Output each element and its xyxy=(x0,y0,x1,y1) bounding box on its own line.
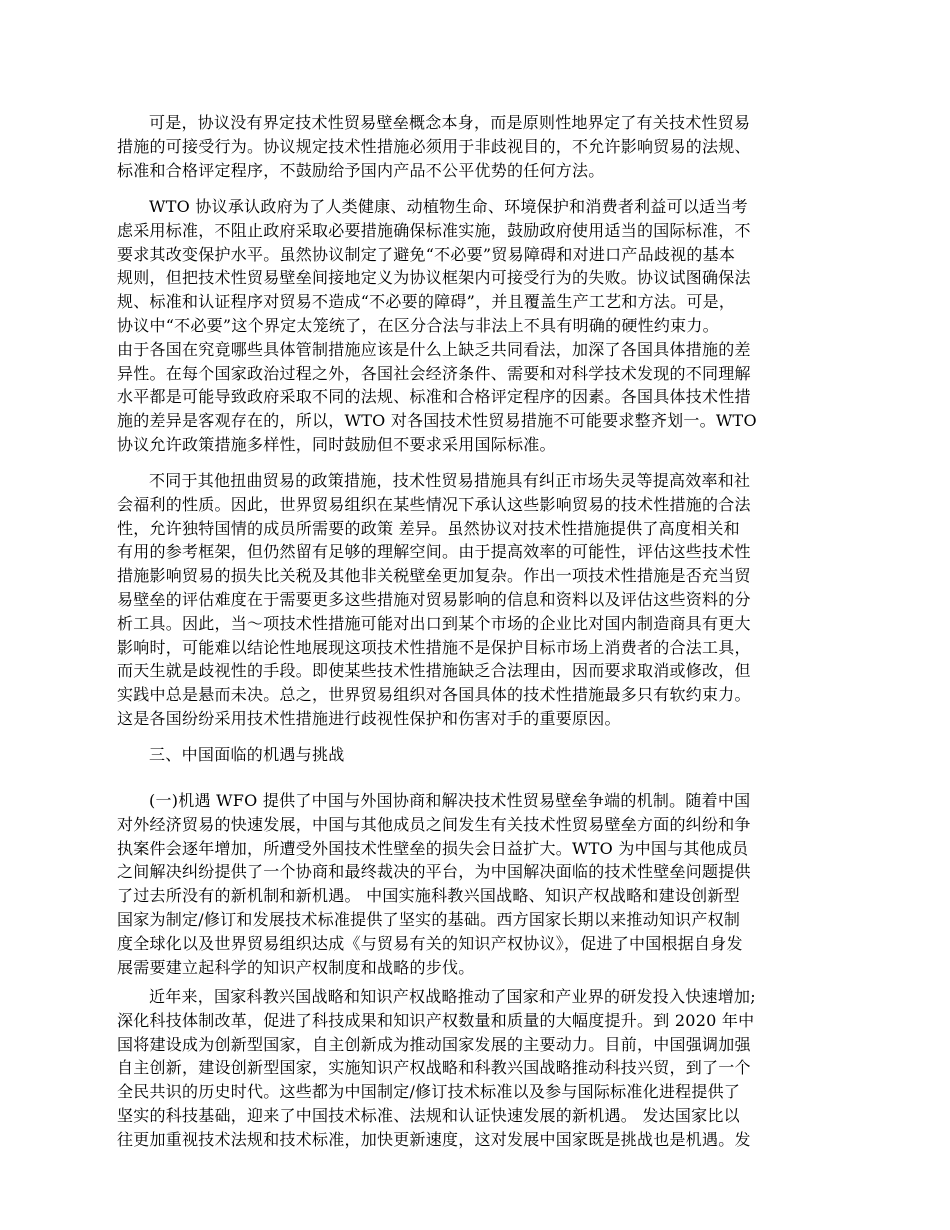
paragraph-policy-measures xyxy=(117,469,835,731)
text-line: 坚实的科技基础，迎来了中国技术标准、法规和认证快速发展的新机遇。 发达国家比以 xyxy=(117,1105,740,1125)
text-line: 全民共识的历史时代。这些都为中国制定/修订技术标准以及参与国际标准化进程提供了 xyxy=(117,1082,741,1102)
text-line: 这是各国纷纷采用技术性措施进行歧视性保护和伤害对手的重要原因。 xyxy=(117,708,621,728)
paragraph-recent-years xyxy=(117,985,835,1152)
text-line: 协议允许政策措施多样性，同时鼓励但不要求采用国际标准。 xyxy=(117,434,556,454)
text-line: 影响时，可能难以结论性地展现这项技术性措施不是保护目标市场上消费者的合法工具， xyxy=(117,637,751,657)
text-line: 可是，协议没有界定技术性贸易壁垒概念本身，而是原则性地界定了有关技术性贸易 xyxy=(149,113,751,132)
text-line: 之间解决纠纷提供了一个协商和最终裁决的平台，为中国解决面临的技术性壁垒问题提供 xyxy=(117,862,751,882)
text-line: 深化科技体制改革，促进了科技成果和知识产权数量和质量的大幅度提升。到 2020 年中 xyxy=(117,1010,755,1030)
text-line: 施的差异是客观存在的，所以，WTO 对各国技术性贸易措施不可能要求整齐划一。WTO xyxy=(117,411,757,431)
section-heading: 三、中国面临的机遇与挑战 xyxy=(149,745,345,764)
text-line: 标准和合格评定程序，不鼓励给予国内产品不公平优势的任何方法。 xyxy=(117,160,605,180)
paragraph-agreement-definition xyxy=(117,111,835,182)
text-line: 对外经济贸易的快速发展，中国与其他成员之间发生有关技术性贸易壁垒方面的纠纷和争 xyxy=(117,814,751,834)
text-line: 展需要建立起科学的知识产权制度和战略的步伐。 xyxy=(117,957,475,977)
text-line: 由于各国在究竟哪些具体管制措施应该是什么上缺乏共同看法，加深了各国具体措施的差 xyxy=(117,339,751,359)
text-line: 执案件会逐年增加，所遭受外国技术性壁垒的损失会日益扩大。WTO 为中国与其他成员 xyxy=(117,838,749,858)
text-line: 自主创新，建设创新型国家，实施知识产权战略和科教兴国战略推动科技兴贸，到了一个 xyxy=(117,1058,751,1078)
text-line: 易壁垒的评估难度在于需要更多这些措施对贸易影响的信息和资料以及评估这些资料的分 xyxy=(117,589,751,609)
text-line: 析工具。因此，当～项技术性措施可能对出口到某个市场的企业比对国内制造商具有更大 xyxy=(117,613,751,633)
paragraph-opportunity xyxy=(117,789,835,979)
text-line: 往更加重视技术法规和技术标准，加快更新速度，这对发展中国家既是挑战也是机遇。发 xyxy=(117,1129,751,1149)
text-line: 了过去所没有的新机制和新机遇。 中国实施科教兴国战略、知识产权战略和建设创新型 xyxy=(117,886,740,906)
text-line: 规则，但把技术性贸易壁垒间接地定义为协议框架内可接受行为的失败。协议试图确保法 xyxy=(117,268,751,288)
text-line: 国家为制定/修订和发展技术标准提供了坚实的基础。西方国家长期以来推动知识产权制 xyxy=(117,909,741,929)
text-line: 性，允许独特国情的成员所需要的政策 差异。虽然协议对技术性措施提供了高度相关和 xyxy=(117,518,740,538)
text-line: 虑采用标准，不阻止政府采取必要措施确保标准实施，鼓励政府使用适当的国际标准，不 xyxy=(117,220,751,240)
text-line: 度全球化以及世界贸易组织达成《与贸易有关的知识产权协议》，促进了中国根据自身发 xyxy=(117,933,743,953)
text-line: 要求其改变保护水平。虽然协议制定了避免“不必要”贸易障碍和对进口产品歧视的基本 xyxy=(117,244,736,264)
text-line: (一)机遇 WFO 提供了中国与外国协商和解决技术性贸易壁垒争端的机制。随着中国 xyxy=(149,791,751,810)
paragraph-wto-standards xyxy=(117,195,835,457)
text-line: 异性。在每个国家政治过程之外，各国社会经济条件、需要和对科学技术发现的不同理解 xyxy=(117,363,751,383)
text-line: 有用的参考框架，但仍然留有足够的理解空间。由于提高效率的可能性，评估这些技术性 xyxy=(117,542,751,562)
text-line: 协议中“不必要”这个界定太笼统了，在区分合法与非法上不具有明确的硬性约束力。 xyxy=(117,315,719,335)
text-line: 措施影响贸易的损失比关税及其他非关税壁垒更加复杂。作出一项技术性措施是否充当贸 xyxy=(117,566,751,586)
text-line: 会福利的性质。因此，世界贸易组织在某些情况下承认这些影响贸易的技术性措施的合法 xyxy=(117,494,751,514)
text-line: 实践中总是悬而未决。总之，世界贸易组织对各国具体的技术性措施最多只有软约束力。 xyxy=(117,685,751,705)
text-line: 国将建设成为创新型国家，自主创新成为推动国家发展的主要动力。目前，中国强调加强 xyxy=(117,1034,751,1054)
text-line: 规、标准和认证程序对贸易不造成“不必要的障碍”，并且覆盖生产工艺和方法。可是， xyxy=(117,292,736,312)
text-line: 而天生就是歧视性的手段。即使某些技术性措施缺乏合法理由，因而要求取消或修改，但 xyxy=(117,661,751,681)
text-line: 近年来，国家科教兴国战略和知识产权战略推动了国家和产业界的研发投入快速增加; xyxy=(149,987,756,1006)
text-line: 措施的可接受行为。协议规定技术性措施必须用于非歧视目的，不允许影响贸易的法规、 xyxy=(117,136,751,156)
text-line: 不同于其他扭曲贸易的政策措施，技术性贸易措施具有纠正市场失灵等提高效率和社 xyxy=(149,471,751,490)
text-line: 水平都是可能导致政府采取不同的法规、标准和合格评定程序的因素。各国具体技术性措 xyxy=(117,387,751,407)
text-line: WTO 协议承认政府为了人类健康、动植物生命、环境保护和消费者利益可以适当考 xyxy=(149,197,748,216)
